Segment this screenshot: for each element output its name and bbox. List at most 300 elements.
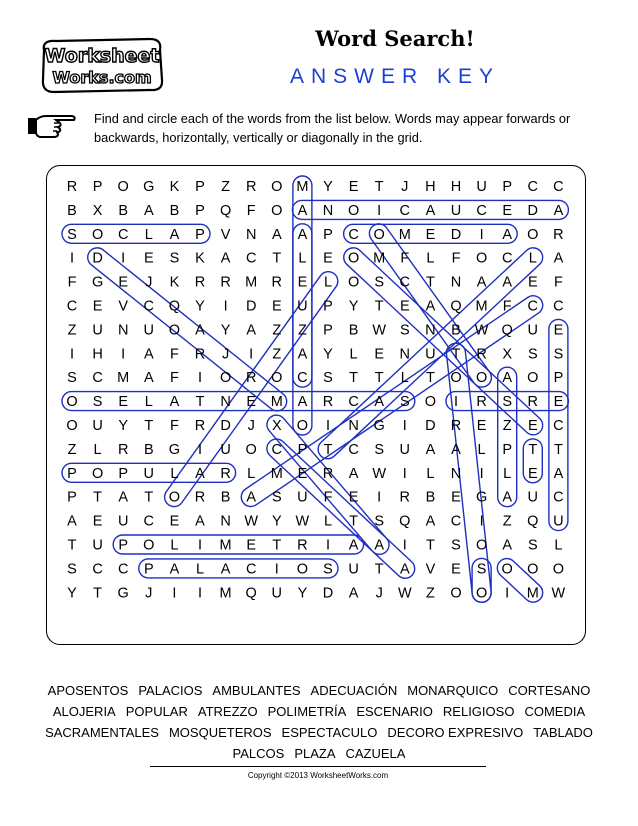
word-list-item: CORTESANO: [508, 683, 591, 698]
grid-letter: C: [348, 226, 359, 243]
grid-letter: V: [118, 298, 129, 315]
grid-letter: E: [374, 346, 385, 363]
grid-letter: L: [247, 465, 256, 482]
grid-letter: L: [195, 561, 205, 578]
grid-letter: O: [424, 394, 437, 411]
grid-letter: E: [399, 298, 410, 315]
grid-letter: A: [502, 226, 513, 243]
grid-letter: P: [323, 298, 333, 315]
grid-letter: E: [527, 274, 538, 291]
grid-letter: U: [297, 298, 308, 315]
grid-letter: W: [474, 322, 489, 339]
grid-letter: T: [528, 441, 538, 458]
grid-letter: I: [69, 346, 75, 363]
grid-letter: S: [323, 370, 333, 387]
grid-letter: O: [117, 179, 129, 195]
grid-letter: I: [197, 537, 203, 554]
grid-letter: U: [143, 465, 155, 482]
grid-letter: P: [297, 441, 308, 458]
grid-letter: P: [502, 441, 513, 458]
word-list-item: PALCOS: [232, 746, 285, 761]
grid-letter: L: [298, 250, 307, 267]
grid-letter: C: [553, 489, 564, 506]
grid-letter: O: [296, 418, 309, 434]
grid-letter: P: [67, 489, 77, 506]
grid-letter: G: [373, 418, 385, 434]
word-list-row: [34, 701, 604, 722]
grid-letter: I: [479, 226, 484, 243]
grid-letter: D: [450, 226, 462, 243]
grid-letter: L: [349, 346, 358, 363]
grid-letter: R: [194, 418, 206, 434]
page-title: Word Search!: [315, 26, 475, 51]
grid-letter: N: [245, 226, 257, 243]
grid-letter: B: [348, 322, 359, 339]
grid-letter: U: [143, 322, 155, 339]
grid-letter: B: [425, 489, 436, 506]
grid-letter: U: [117, 513, 129, 530]
grid-letter: U: [297, 489, 308, 506]
grid-letter: D: [245, 298, 257, 315]
grid-letter: A: [425, 513, 436, 530]
grid-letter: P: [118, 537, 129, 554]
grid-letter: H: [450, 179, 462, 195]
grid-letter: U: [92, 322, 103, 339]
grid-letter: C: [348, 441, 359, 458]
grid-letter: F: [400, 250, 410, 267]
grid-letter: M: [245, 274, 258, 291]
grid-letter: C: [143, 513, 155, 530]
grid-letter: Z: [297, 322, 307, 339]
grid-letter: I: [197, 370, 203, 387]
grid-letter: S: [169, 250, 180, 267]
grid-letter: E: [118, 394, 129, 411]
grid-letter: G: [143, 179, 155, 195]
grid-letter: T: [425, 370, 435, 387]
grid-letter: O: [143, 537, 155, 554]
grid-letter: A: [502, 274, 513, 291]
grid-letter: S: [476, 561, 487, 578]
grid-letter: A: [67, 513, 77, 530]
grid-letter: W: [372, 465, 387, 482]
grid-letter: O: [552, 561, 565, 578]
grid-letter: Y: [348, 298, 359, 315]
grid-letter: A: [451, 441, 461, 458]
grid-letter: O: [475, 370, 488, 387]
word-list-item: ESPECTACULO: [281, 725, 378, 740]
grid-letter: L: [426, 465, 435, 482]
grid-letter: T: [374, 179, 384, 195]
grid-letter: F: [502, 298, 512, 315]
grid-letter: R: [553, 226, 564, 243]
word-list-row: [34, 743, 604, 764]
grid-letter: E: [246, 537, 257, 554]
grid-letter: O: [475, 585, 488, 602]
grid-letter: A: [374, 394, 385, 411]
grid-letter: W: [372, 322, 387, 339]
grid-letter: E: [297, 465, 308, 482]
word-list-row: [34, 680, 604, 701]
grid-letter: E: [553, 322, 564, 339]
grid-letter: S: [67, 226, 77, 243]
grid-letter: L: [477, 441, 486, 458]
grid-letter: S: [502, 394, 513, 411]
grid-letter: E: [451, 489, 461, 506]
word-list-item: DECORO EXPRESIVO: [387, 725, 524, 740]
word-list-item: SACRAMENTALES: [45, 725, 159, 740]
grid-letter: W: [244, 513, 259, 530]
grid-letter: S: [553, 346, 564, 363]
grid-letter: A: [425, 202, 436, 219]
grid-letter: A: [220, 561, 231, 578]
answer-circle: [62, 224, 210, 243]
grid-letter: I: [172, 585, 177, 602]
grid-letter: S: [527, 537, 538, 554]
grid-letter: U: [425, 346, 436, 363]
grid-letter: R: [399, 489, 411, 506]
answer-circle: [84, 244, 291, 415]
grid-letter: U: [271, 585, 283, 602]
word-list: [34, 680, 604, 764]
grid-letter: G: [117, 585, 129, 602]
answer-circle: [263, 435, 419, 582]
grid-letter: R: [297, 537, 308, 554]
grid-letter: A: [297, 394, 308, 411]
grid-letter: A: [271, 226, 282, 243]
grid-letter: O: [66, 394, 78, 411]
grid-letter: U: [348, 561, 359, 578]
grid-letter: I: [479, 465, 484, 482]
grid-letter: S: [451, 537, 461, 554]
grid-letter: A: [553, 250, 564, 267]
grid-letter: L: [426, 250, 435, 267]
grid-letter: O: [245, 441, 257, 458]
grid-letter: R: [450, 418, 462, 434]
grid-letter: T: [93, 489, 103, 506]
grid-letter: U: [92, 537, 103, 554]
word-list-item: ATREZZO: [197, 704, 258, 719]
grid-letter: Y: [323, 346, 333, 363]
grid-letter: I: [69, 250, 75, 267]
logo-text-top: Worksheet: [44, 45, 160, 67]
grid-letter: G: [168, 441, 181, 458]
grid-letter: S: [67, 370, 77, 387]
grid-letter: A: [399, 561, 410, 578]
grid-letter: F: [169, 370, 179, 387]
grid-letter: C: [553, 298, 564, 315]
grid-letter: A: [169, 394, 180, 411]
grid-letter: A: [297, 346, 308, 363]
word-list-item: POLIMETRÍA: [267, 704, 347, 719]
grid-letter: U: [527, 322, 539, 339]
grid-letter: A: [425, 441, 436, 458]
grid-letter: Q: [501, 322, 513, 339]
grid-letter: E: [348, 489, 359, 506]
grid-letter: L: [93, 441, 102, 458]
grid-letter: U: [399, 441, 411, 458]
grid-letter: N: [450, 465, 462, 482]
grid-letter: E: [271, 298, 282, 315]
grid-letter: M: [219, 585, 232, 602]
grid-letter: I: [505, 585, 510, 602]
word-list-item: COMEDIA: [524, 704, 586, 719]
grid-letter: P: [502, 179, 513, 195]
grid-letter: A: [374, 537, 385, 554]
grid-letter: N: [220, 513, 231, 530]
grid-letter: T: [272, 250, 282, 267]
grid-letter: M: [270, 394, 283, 411]
grid-letter: A: [297, 202, 308, 219]
grid-letter: F: [169, 418, 179, 434]
grid-letter: S: [527, 346, 538, 363]
grid-letter: D: [92, 250, 103, 267]
grid-letter: T: [425, 537, 435, 554]
grid-letter: V: [425, 561, 436, 578]
grid-letter: L: [323, 513, 333, 530]
grid-letter: E: [502, 202, 513, 219]
word-list-item: ALOJERIA: [52, 704, 116, 719]
grid-letter: Y: [271, 513, 282, 530]
grid-letter: C: [92, 370, 103, 387]
grid-letter: X: [502, 346, 513, 363]
grid-letter: T: [374, 370, 384, 387]
grid-letter: O: [271, 202, 283, 219]
grid-letter: P: [195, 202, 205, 219]
grid-letter: E: [246, 394, 257, 411]
grid-letter: U: [476, 179, 487, 195]
grid-letter: I: [377, 489, 382, 506]
grid-letter: Q: [245, 585, 257, 602]
grid-letter: K: [169, 179, 180, 195]
grid-letter: X: [271, 418, 282, 434]
grid-letter: A: [143, 346, 154, 363]
grid-letter: A: [348, 465, 359, 482]
grid-letter: P: [195, 179, 205, 195]
grid-letter: O: [219, 370, 232, 387]
grid-letter: I: [402, 465, 407, 482]
grid-letter: I: [197, 441, 203, 458]
grid-letter: O: [347, 202, 360, 219]
grid-letter: S: [374, 513, 385, 530]
grid-letter: P: [195, 226, 205, 243]
grid-letter: Y: [118, 418, 129, 434]
grid-letter: O: [168, 489, 181, 506]
grid-letter: Z: [502, 513, 512, 530]
grid-letter: P: [67, 465, 77, 482]
grid-letter: I: [479, 513, 484, 530]
grid-letter: A: [143, 202, 154, 219]
grid-letter: Y: [67, 585, 77, 602]
grid-letter: Q: [450, 298, 462, 315]
grid-letter: C: [271, 441, 283, 458]
grid-letter: T: [374, 298, 384, 315]
grid-letter: E: [553, 394, 564, 411]
grid-letter: U: [220, 441, 231, 458]
word-list-item: POPULAR: [125, 704, 188, 719]
grid-letter: Z: [272, 346, 282, 363]
grid-letter: O: [347, 274, 360, 291]
grid-letter: C: [92, 561, 103, 578]
grid-letter: T: [323, 441, 333, 458]
grid-letter: I: [223, 298, 228, 315]
grid-letter: C: [245, 250, 257, 267]
instructions-text: Find and circle each of the words from the list below. Words may appear forwards or backwards, horizontally, vertically or diagonally in the grid.: [94, 111, 571, 145]
grid-letter: T: [349, 370, 359, 387]
grid-letter: R: [220, 274, 231, 291]
grid-letter: F: [246, 202, 256, 219]
grid-letter: C: [527, 298, 539, 315]
grid-letter: E: [118, 274, 129, 291]
word-list-item: PALACIOS: [138, 683, 203, 698]
grid-letter: E: [143, 250, 154, 267]
grid-letter: G: [91, 274, 104, 291]
grid-letter: T: [67, 537, 77, 554]
grid-letter: L: [528, 250, 537, 267]
grid-letter: A: [169, 226, 180, 243]
grid-letter: Q: [168, 298, 181, 315]
answer-circles: [62, 176, 568, 606]
grid-letter: Z: [425, 585, 435, 602]
grid-letter: R: [117, 441, 129, 458]
grid-letter: C: [297, 370, 308, 387]
grid-letter: S: [323, 561, 333, 578]
grid-letter: L: [400, 370, 409, 387]
grid-letter: C: [501, 250, 513, 267]
grid-letter: A: [297, 226, 308, 243]
grid-letter: N: [450, 274, 462, 291]
grid-letter: W: [397, 585, 412, 602]
grid-letter: L: [170, 465, 179, 482]
grid-letter: U: [450, 202, 462, 219]
grid-letter: J: [221, 346, 230, 363]
grid-letter: U: [527, 489, 539, 506]
grid-letter: R: [322, 465, 334, 482]
grid-letter: T: [144, 418, 154, 434]
grid-letter: R: [220, 465, 231, 482]
grid-letter: O: [168, 322, 181, 339]
grid-letter: P: [323, 322, 333, 339]
grid-letter: C: [66, 298, 78, 315]
grid-letter: I: [249, 346, 254, 363]
grid-letter: L: [144, 226, 153, 243]
grid-letter: O: [475, 250, 488, 267]
grid-letter: M: [398, 226, 411, 243]
grid-letter: M: [475, 298, 488, 315]
grid-letter: N: [322, 202, 334, 219]
word-list-item: AMBULANTES: [212, 683, 301, 698]
grid-letter: I: [197, 585, 203, 602]
grid-letter: N: [425, 322, 436, 339]
grid-letter: N: [348, 418, 359, 434]
grid-letter: K: [195, 250, 205, 267]
word-list-item: MONARQUICO: [407, 683, 499, 698]
grid-letter: Z: [67, 322, 77, 339]
grid-letter: K: [169, 274, 180, 291]
grid-letter: S: [92, 394, 103, 411]
grid-letter: A: [246, 489, 257, 506]
grid-letter: C: [399, 202, 411, 219]
answer-key-subtitle: ANSWER KEY: [289, 65, 501, 88]
grid-letter: F: [451, 250, 461, 267]
grid-letter: O: [527, 226, 539, 243]
grid-letter: F: [553, 274, 563, 291]
grid-letter: M: [296, 179, 309, 195]
grid-letter: R: [194, 489, 206, 506]
grid-letter: Y: [220, 322, 231, 339]
grid-letter: S: [374, 441, 385, 458]
grid-letter: O: [527, 370, 539, 387]
grid-letter: Q: [399, 513, 411, 530]
grid-letter: C: [399, 274, 411, 291]
grid-letter: S: [271, 489, 282, 506]
grid-letter: J: [247, 418, 255, 434]
grid-letter: A: [195, 465, 205, 482]
grid-letter: R: [194, 346, 206, 363]
grid-letter: R: [245, 179, 257, 195]
grid-letter: D: [322, 585, 334, 602]
grid-letter: I: [121, 250, 126, 267]
grid-letter: A: [502, 537, 513, 554]
grid-letter: E: [451, 561, 461, 578]
word-list-item: ADECUACIÓN: [310, 683, 398, 698]
grid-letter: A: [143, 370, 154, 387]
grid-letter: R: [527, 394, 539, 411]
grid-letter: S: [399, 322, 410, 339]
grid-letter: L: [144, 394, 153, 411]
grid-letter: B: [451, 322, 461, 339]
footer-divider: [150, 766, 486, 767]
grid-letter: M: [117, 370, 130, 387]
grid-letter: O: [450, 585, 462, 602]
grid-letter: T: [144, 489, 154, 506]
word-list-item: ESCENARIO: [356, 704, 433, 719]
grid-letter: C: [117, 226, 129, 243]
grid-letter: O: [450, 370, 462, 387]
grid-letter: A: [502, 370, 513, 387]
grid-letter: A: [118, 489, 129, 506]
grid-letter: R: [476, 394, 487, 411]
grid-letter: M: [373, 250, 386, 267]
grid-letter: W: [295, 513, 310, 530]
grid-letter: A: [502, 489, 513, 506]
grid-letter: A: [425, 298, 436, 315]
grid-letter: T: [349, 513, 359, 530]
grid-letter: I: [453, 394, 459, 411]
grid-letter: H: [92, 346, 103, 363]
grid-letter: T: [553, 441, 563, 458]
grid-letter: I: [274, 561, 279, 578]
grid-letter: V: [220, 226, 231, 243]
grid-letter: M: [526, 585, 539, 602]
grid-letter: O: [91, 465, 104, 482]
grid-letter: I: [377, 202, 382, 219]
grid-letter: C: [527, 179, 539, 195]
grid-letter: P: [553, 370, 564, 387]
grid-letter: A: [476, 274, 487, 291]
grid-letter: X: [92, 202, 103, 219]
grid-letter: E: [92, 513, 103, 530]
grid-letter: A: [553, 465, 564, 482]
grid-letter: T: [195, 394, 205, 411]
grid-letter: C: [450, 513, 462, 530]
word-list-item: RELIGIOSO: [442, 704, 515, 719]
grid-letter: J: [401, 179, 409, 195]
word-list-row: [34, 722, 604, 743]
word-list-item: PLAZA: [294, 746, 336, 761]
grid-letter: D: [220, 418, 231, 434]
grid-letter: E: [476, 418, 487, 434]
grid-letter: P: [92, 179, 103, 195]
